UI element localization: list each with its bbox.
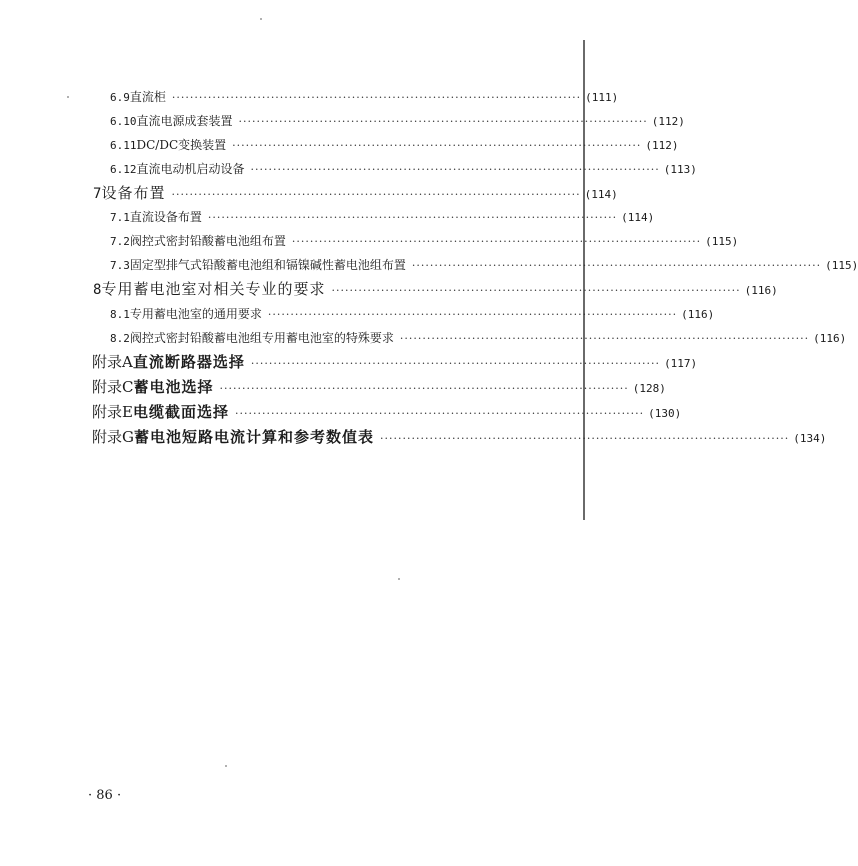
dot-leader: ··························································································· — [380, 432, 790, 445]
toc-entry-7-3 — [0, 256, 858, 273]
toc-entry-number: 6.10 — [110, 115, 137, 128]
toc-entry-6-11 — [0, 136, 679, 153]
page-number: · 86 · — [88, 788, 122, 803]
toc-entry-number: 6.12 — [110, 163, 137, 176]
toc-entry-title: 蓄电池选择 — [133, 378, 214, 396]
dot-leader: ··························································································· — [234, 407, 645, 420]
toc-entry-title: 直流柜 — [129, 90, 166, 104]
toc-entry-title: 直流设备布置 — [129, 210, 202, 224]
toc-appendix-e — [0, 401, 682, 422]
toc-entry-7-2 — [0, 232, 739, 249]
toc-entry-page: (134) — [793, 432, 827, 445]
toc-entry-page: (115) — [825, 259, 858, 272]
toc-entry-page: (111) — [585, 91, 619, 104]
toc-entry-number: 7.3 — [110, 259, 130, 272]
toc-appendix-g — [0, 426, 827, 447]
toc-entry-8-2 — [0, 329, 847, 346]
scan-speck — [225, 765, 227, 767]
dot-leader: ··························································································· — [238, 115, 648, 128]
dot-leader: ··························································································· — [250, 163, 660, 176]
dot-leader: ··························································································· — [411, 259, 822, 272]
toc-entry-page: (117) — [664, 357, 698, 370]
toc-entry-page: (116) — [681, 308, 715, 321]
toc-entry-title: 专用蓄电池室的通用要求 — [129, 307, 262, 321]
toc-entry-7-1 — [0, 208, 655, 225]
toc-entry-page: (115) — [705, 235, 739, 248]
toc-entry-page: (113) — [663, 163, 697, 176]
toc-entry-title: 蓄电池短路电流计算和参考数值表 — [133, 428, 374, 446]
toc-entry-number: 6.11 — [110, 139, 137, 152]
scan-speck — [67, 96, 69, 98]
toc-entry-number: 附录G — [92, 428, 134, 446]
toc-entry-number: 8.2 — [110, 332, 130, 345]
scan-speck — [260, 18, 262, 20]
toc-entry-title: 设备布置 — [101, 184, 166, 202]
toc-entry-number: 附录C — [92, 378, 134, 396]
toc-entry-page: (128) — [632, 382, 666, 395]
dot-leader: ··························································································· — [232, 139, 642, 152]
dot-leader: ··························································································· — [219, 382, 629, 395]
toc-entry-title: DC/DC变换装置 — [136, 138, 227, 152]
toc-entry-number: 7.1 — [110, 211, 130, 224]
toc-entry-number: 附录E — [92, 403, 133, 421]
toc-entry-number: 8.1 — [110, 308, 130, 321]
toc-entry-title: 固定型排气式铅酸蓄电池组和镉镍碱性蓄电池组布置 — [129, 258, 406, 272]
dot-leader: ··························································································· — [331, 284, 741, 297]
dot-leader: ··························································································· — [171, 188, 581, 201]
dot-leader: ··························································································· — [291, 235, 702, 248]
dot-leader: ··························································································· — [267, 308, 678, 321]
scan-speck — [398, 578, 400, 580]
toc-entry-6-9 — [0, 88, 619, 105]
toc-entry-page: (114) — [584, 188, 618, 201]
toc-entry-title: 阀控式密封铅酸蓄电池组专用蓄电池室的特殊要求 — [129, 331, 394, 345]
toc-entry-number: 附录A — [92, 353, 133, 371]
toc-entry-page: (112) — [645, 139, 679, 152]
dot-leader: ··························································································· — [399, 332, 810, 345]
toc-entry-number: 7 — [93, 186, 102, 202]
toc-entry-6-10 — [0, 112, 685, 129]
toc-entry-page: (116) — [813, 332, 847, 345]
toc-entry-number: 8 — [93, 282, 102, 298]
toc-entry-page: (114) — [621, 211, 655, 224]
toc-entry-title: 专用蓄电池室对相关专业的要求 — [101, 280, 326, 298]
toc-entry-number: 7.2 — [110, 235, 130, 248]
toc-entry-6-12 — [0, 160, 697, 177]
toc-appendix-c — [0, 376, 666, 397]
toc-entry-title: 阀控式密封铅酸蓄电池组布置 — [129, 234, 286, 248]
toc-entry-title: 直流断路器选择 — [132, 353, 245, 371]
toc-section-8 — [0, 278, 778, 299]
dot-leader: ··························································································· — [207, 211, 618, 224]
toc-entry-title: 电缆截面选择 — [132, 403, 229, 421]
toc-entry-page: (112) — [651, 115, 685, 128]
toc-entry-number: 6.9 — [110, 91, 130, 104]
dot-leader: ··························································································· — [250, 357, 661, 370]
toc-entry-title: 直流电源成套装置 — [136, 114, 233, 128]
dot-leader: ··························································································· — [171, 91, 582, 104]
toc-section-7 — [0, 182, 618, 203]
toc-entry-title: 直流电动机启动设备 — [136, 162, 245, 176]
toc-entry-page: (130) — [648, 407, 682, 420]
toc-entry-8-1 — [0, 305, 715, 322]
toc-appendix-a — [0, 351, 698, 372]
toc-entry-page: (116) — [744, 284, 778, 297]
